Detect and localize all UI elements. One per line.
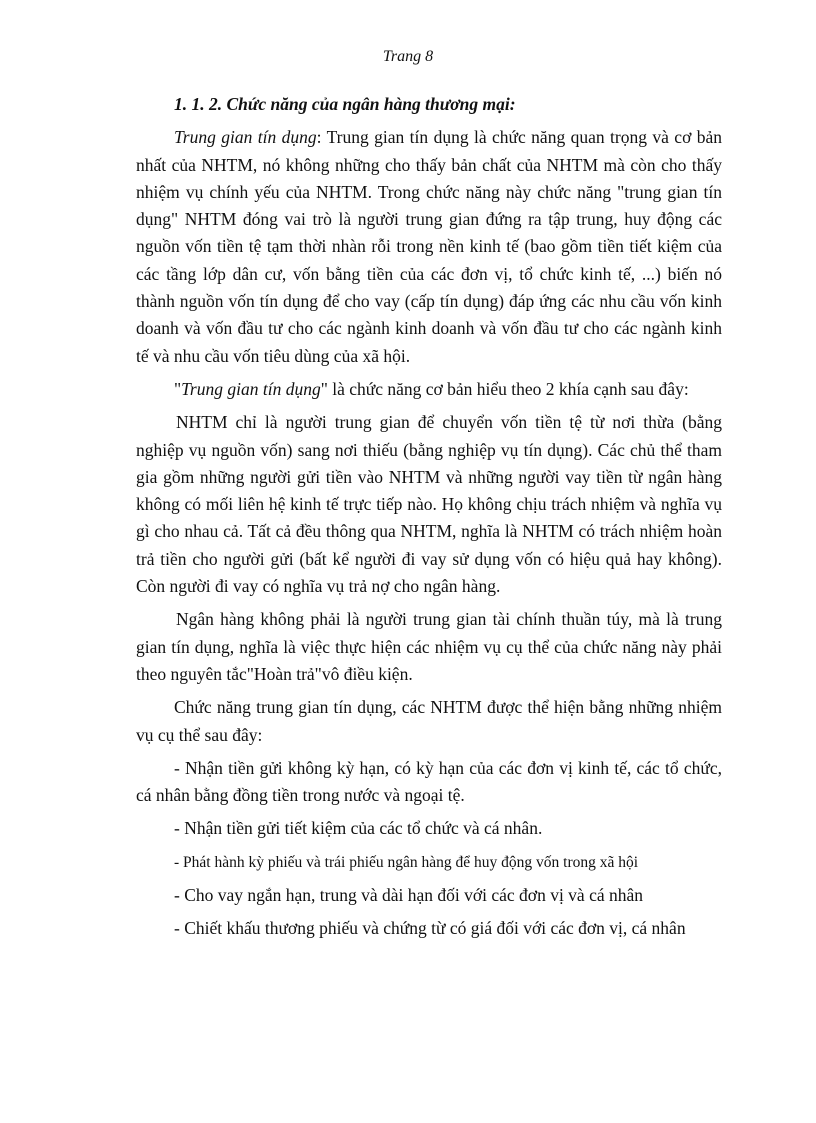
term-credit-intermediary: Trung gian tín dụng [174,127,317,148]
list-item: - Chiết khấu thương phiếu và chứng từ có giá đối với các đơn vị, cá nhân [174,918,686,939]
page-body [136,91,722,949]
list-item: - Cho vay ngắn hạn, trung và dài hạn đối với các đơn vị và cá nhân [174,885,643,906]
paragraph-nhtm-intermediary: NHTM chỉ là người trung gian để chuyển vốn tiền tệ từ nơi thừa (bằng nghiệp vụ nguồn vốn) sang nơi thiếu (bằng nghiệp vụ tín dụng). Các chủ thể tham gia gồm những người gửi tiền vào NHTM và những người vay tiền từ ngân hàng không có mối liên hệ kinh tế trực tiếp nào. Họ không chịu trách nhiệm và nghĩa vụ gì cho nhau cả. Tất cả đều thông qua NHTM, nghĩa là NHTM có trách nhiệm hoàn trả tiền cho người gửi (bất kể người đi vay sử dụng vốn có hiệu quả hay không). Còn người đi vay có nghĩa vụ trả nợ cho ngân hàng. [136,412,722,597]
section-heading: 1. 1. 2. Chức năng của ngân hàng thương mại: [174,94,516,114]
open-quote: " [174,378,182,399]
term-credit-intermediary-quoted: Trung gian tín dụng [181,378,321,399]
paragraph-credit-intermediary [136,124,722,370]
paragraph-specific-tasks: Chức năng trung gian tín dụng, các NHTM được thể hiện bằng những nhiệm vụ cụ thể sau đây: [136,697,722,745]
paragraph-text: : Trung gian tín dụng là chức năng quan trọng và cơ bản nhất của NHTM, nó không những cho thấy bản chất của NHTM mà còn cho thấy nhiệm vụ chính yếu của NHTM. Trong chức năng này chức năng "trung gian tín dụng" NHTM đóng vai trò là người trung gian đứng ra tập trung, huy động các nguồn vốn tiền tệ tạm thời nhàn rỗi trong nền kinh tế (bao gồm tiền tiết kiệm của các tầng lớp dân cư, vốn bằng tiền của các đơn vị, tổ chức kinh tế, ...) biến nó thành nguồn vốn tín dụng để cho vay (cấp tín dụng) đáp ứng các nhu cầu vốn kinh doanh và vốn đầu tư cho các ngành kinh doanh và vốn đầu tư cho các ngành kinh tế và nhu cầu vốn tiêu dùng của xã hội. [136,127,722,366]
paragraph-not-pure-intermediary: Ngân hàng không phải là người trung gian tài chính thuần túy, mà là trung gian tín dụng, nghĩa là việc thực hiện các nhiệm vụ cụ thể của chức năng này phải theo nguyên tắc"Hoàn trả"vô điều kiện. [136,609,722,684]
list-item: - Nhận tiền gửi không kỳ hạn, có kỳ hạn của các đơn vị kinh tế, các tổ chức, cá nhân bằng đồng tiền trong nước và ngoại tệ. [136,757,722,806]
page-number: Trang 8 [382,48,434,65]
paragraph-two-aspects [136,376,722,403]
list-item: - Phát hành kỳ phiếu và trái phiếu ngân hàng để huy động vốn trong xã hội [174,853,639,871]
list-item: - Nhận tiền gửi tiết kiệm của các tổ chức và cá nhân. [174,818,543,839]
paragraph-text: " là chức năng cơ bản hiểu theo 2 khía cạnh sau đây: [320,378,689,399]
